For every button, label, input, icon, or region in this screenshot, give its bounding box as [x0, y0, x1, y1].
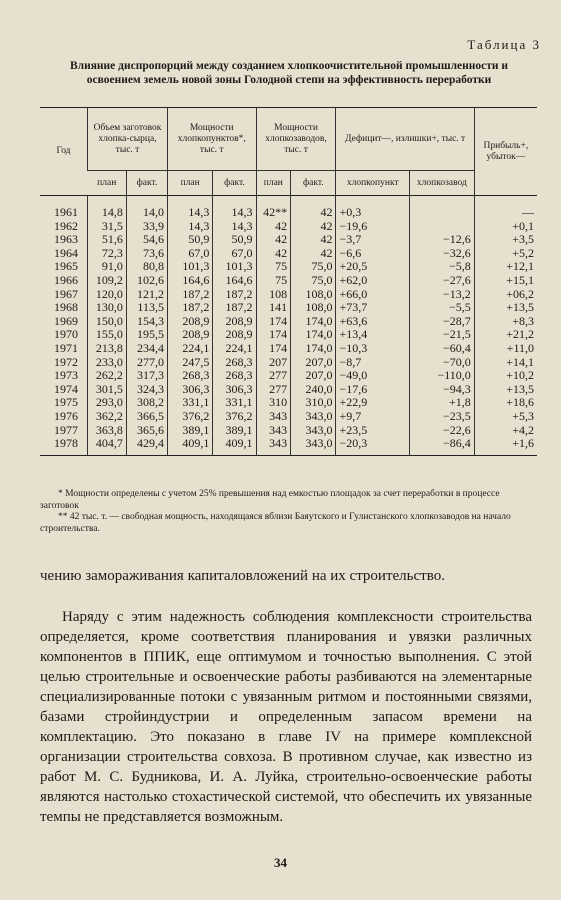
table-cell: 91,0 — [88, 260, 127, 274]
table-cell: 366,5 — [126, 410, 167, 424]
table-cell: 174,0 — [291, 342, 336, 356]
table-cell: 1978 — [54, 436, 78, 451]
table-cell: 130,0 — [88, 301, 127, 315]
table-cell: +66,0 — [336, 288, 409, 302]
table-cell: 409,1 — [213, 437, 256, 455]
table-cell: +21,2 — [474, 328, 537, 342]
header-capacity-plants: Мощности хлопкозаводов, тыс. т — [256, 108, 336, 171]
table-cell: 343,0 — [291, 424, 336, 438]
table-cell: 14,3 — [213, 220, 256, 234]
table-cell: 301,5 — [88, 383, 127, 397]
header-fact: факт. — [126, 171, 167, 196]
table-caption: Влияние диспропорций между созданием хлопкоочистительной промышленности и освоением земель новой зоны Голодной степи на эффективность переработки — [69, 60, 509, 86]
table-cell: 187,2 — [213, 288, 256, 302]
table-cell: 1965 — [54, 259, 78, 274]
table-cell: 108 — [256, 288, 291, 302]
table-cell: 208,9 — [213, 328, 256, 342]
table-cell: +13,4 — [336, 328, 409, 342]
table-cell: 208,9 — [167, 328, 212, 342]
table-cell: 389,1 — [213, 424, 256, 438]
table-cell: 1975 — [54, 395, 78, 410]
table-cell: 317,3 — [126, 369, 167, 383]
table-cell: −19,6 — [336, 220, 409, 234]
header-deficit: Дефицит—, излишки+, тыс. т — [336, 108, 474, 171]
table-row — [40, 220, 537, 234]
table-cell: 1962 — [54, 218, 78, 233]
table-cell: 362,2 — [88, 410, 127, 424]
table-cell: +9,7 — [336, 410, 409, 424]
table-cell: +18,6 — [474, 396, 537, 410]
table-cell: 268,3 — [167, 369, 212, 383]
table-cell: 343,0 — [291, 410, 336, 424]
header-capacity-points: Мощности хлопкопунктов*, тыс. т — [167, 108, 256, 171]
table-cell: −49,0 — [336, 369, 409, 383]
table-cell: 109,2 — [88, 274, 127, 288]
table-cell: −5,5 — [409, 301, 474, 315]
table-cell: 247,5 — [167, 356, 212, 370]
table-cell: 310,0 — [291, 396, 336, 410]
table-cell: −17,6 — [336, 383, 409, 397]
table-cell: 14,3 — [167, 220, 212, 234]
table-cell: −21,5 — [409, 328, 474, 342]
table-cell: 14,8 — [88, 196, 127, 220]
table-cell: 72,3 — [88, 247, 127, 261]
table-cell: 120,0 — [88, 288, 127, 302]
table-row — [40, 383, 537, 397]
table-cell: 429,4 — [126, 437, 167, 455]
table-cell: 14,3 — [167, 196, 212, 220]
table-cell: 174,0 — [291, 315, 336, 329]
table-cell: 42 — [291, 196, 336, 220]
table-cell: 310 — [256, 396, 291, 410]
header-plan: план — [167, 171, 212, 196]
table-cell: 164,6 — [167, 274, 212, 288]
table-cell: −110,0 — [409, 369, 474, 383]
table-cell: +0,3 — [336, 196, 409, 220]
header-plan: план — [88, 171, 127, 196]
table-cell: 174 — [256, 328, 291, 342]
table-cell: 42 — [291, 220, 336, 234]
data-table — [40, 107, 537, 456]
table-cell: 42 — [291, 233, 336, 247]
header-volume: Объем заготовок хлопка-сырца, тыс. т — [88, 108, 168, 171]
table-cell: 1967 — [54, 286, 78, 301]
table-cell: 343,0 — [291, 437, 336, 455]
table-cell: 365,6 — [126, 424, 167, 438]
table-cell: +13,5 — [474, 301, 537, 315]
table-cell: 306,3 — [213, 383, 256, 397]
table-cell: 207 — [256, 356, 291, 370]
header-fact: факт. — [291, 171, 336, 196]
table-label: Таблица 3 — [467, 37, 541, 52]
table-cell: 108,0 — [291, 301, 336, 315]
table-cell: −94,3 — [409, 383, 474, 397]
table-cell: −8,7 — [336, 356, 409, 370]
table-cell: 80,8 — [126, 260, 167, 274]
table-cell: +22,9 — [336, 396, 409, 410]
table-cell: 268,3 — [213, 369, 256, 383]
table-cell: 102,6 — [126, 274, 167, 288]
table-cell: 376,2 — [213, 410, 256, 424]
table-cell: 389,1 — [167, 424, 212, 438]
table-cell: 268,3 — [213, 356, 256, 370]
table-row — [40, 356, 537, 370]
table-cell: 67,0 — [213, 247, 256, 261]
table-cell: 31,5 — [88, 220, 127, 234]
table-cell: −13,2 — [409, 288, 474, 302]
table-cell: +3,5 — [474, 233, 537, 247]
table-cell: 208,9 — [167, 315, 212, 329]
footnote-2: ** 42 тыс. т. — свободная мощность, находящаяся вблизи Баяутского и Гулистанского хлопкозаводов на начало строительства. — [40, 512, 511, 534]
table-cell: +15,1 — [474, 274, 537, 288]
page-number: 34 — [274, 855, 287, 870]
table-cell: −60,4 — [409, 342, 474, 356]
table-row — [40, 396, 537, 410]
table-cell: 1968 — [54, 300, 78, 315]
table-cell: −20,3 — [336, 437, 409, 455]
table-cell: 224,1 — [167, 342, 212, 356]
table-cell: 1963 — [54, 232, 78, 247]
table-cell: 1976 — [54, 408, 78, 423]
table-cell: 376,2 — [167, 410, 212, 424]
table-cell: 42 — [256, 233, 291, 247]
table-cell: 121,2 — [126, 288, 167, 302]
table-cell: 187,2 — [213, 301, 256, 315]
table-cell: +14,1 — [474, 356, 537, 370]
table-cell: 277,0 — [126, 356, 167, 370]
table-cell: 101,3 — [167, 260, 212, 274]
header-year: Год — [56, 146, 71, 156]
table-cell: +06,2 — [474, 288, 537, 302]
table-cell: 42 — [291, 247, 336, 261]
table-cell: +5,3 — [474, 410, 537, 424]
table-row — [40, 424, 537, 438]
table-cell: 224,1 — [213, 342, 256, 356]
header-fact: факт. — [213, 171, 256, 196]
table-cell: −5,8 — [409, 260, 474, 274]
table-cell: 277 — [256, 383, 291, 397]
table-row — [40, 233, 537, 247]
table-row — [40, 247, 537, 261]
table-cell — [409, 220, 474, 234]
table-cell: 174 — [256, 342, 291, 356]
table-cell: +8,3 — [474, 315, 537, 329]
table-cell: 174 — [256, 315, 291, 329]
table-cell: 141 — [256, 301, 291, 315]
table-cell: 187,2 — [167, 288, 212, 302]
table-cell: +23,5 — [336, 424, 409, 438]
table-cell: +1,6 — [474, 437, 537, 455]
table-cell: 213,8 — [88, 342, 127, 356]
table-cell: 75,0 — [291, 274, 336, 288]
table-cell: +12,1 — [474, 260, 537, 274]
table-cell: 343 — [256, 410, 291, 424]
table-cell: 409,1 — [167, 437, 212, 455]
table-cell: 42 — [256, 220, 291, 234]
table-cell: +62,0 — [336, 274, 409, 288]
table-cell: 73,6 — [126, 247, 167, 261]
table-cell: 324,3 — [126, 383, 167, 397]
table-row — [40, 260, 537, 274]
table-cell: −3,7 — [336, 233, 409, 247]
table-cell: 101,3 — [213, 260, 256, 274]
table-cell: 306,3 — [167, 383, 212, 397]
table-cell: 154,3 — [126, 315, 167, 329]
table-cell: 75 — [256, 260, 291, 274]
header-point: хлопкопункт — [336, 171, 409, 196]
paragraph-1: чению замораживания капиталовложений на их строительство. — [40, 568, 445, 584]
table-cell: 1964 — [54, 245, 78, 260]
table-cell: 155,0 — [88, 328, 127, 342]
table-cell: 277 — [256, 369, 291, 383]
table-body — [40, 196, 537, 456]
table-cell: 1973 — [54, 368, 78, 383]
header-plan: план — [256, 171, 291, 196]
table-cell: 187,2 — [167, 301, 212, 315]
table-cell: 207,0 — [291, 369, 336, 383]
table-cell: +0,1 — [474, 220, 537, 234]
table-cell: 404,7 — [88, 437, 127, 455]
table-cell: 54,6 — [126, 233, 167, 247]
footnote-1: * Мощности определены с учетом 25% превышения над емкостью площадок за счет переработки в процессе заготовок — [40, 489, 500, 511]
table-cell: +4,2 — [474, 424, 537, 438]
table-row — [40, 369, 537, 383]
table-row — [40, 342, 537, 356]
table-cell: 233,0 — [88, 356, 127, 370]
header-profit: Прибыль+, убыток— — [474, 108, 537, 196]
table-cell: 208,9 — [213, 315, 256, 329]
table-cell: +11,0 — [474, 342, 537, 356]
table-cell: 363,8 — [88, 424, 127, 438]
table-cell: 33,9 — [126, 220, 167, 234]
table-cell: 331,1 — [213, 396, 256, 410]
table-cell: 67,0 — [167, 247, 212, 261]
table-cell: 343 — [256, 437, 291, 455]
table-cell: 51,6 — [88, 233, 127, 247]
table-cell: 1974 — [54, 381, 78, 396]
table-cell: 164,6 — [213, 274, 256, 288]
table-cell: 234,4 — [126, 342, 167, 356]
table-cell: +10,2 — [474, 369, 537, 383]
table-row — [40, 288, 537, 302]
table-cell: 42 — [256, 247, 291, 261]
table-cell: −32,6 — [409, 247, 474, 261]
table-cell: −27,6 — [409, 274, 474, 288]
table-cell: 50,9 — [213, 233, 256, 247]
table-cell: 42** — [256, 196, 291, 220]
table-cell: 1961 — [54, 205, 78, 219]
table-cell: 195,5 — [126, 328, 167, 342]
table-cell: 174,0 — [291, 328, 336, 342]
table-cell: 1969 — [54, 313, 78, 328]
table-cell: 50,9 — [167, 233, 212, 247]
table-cell: 1972 — [54, 354, 78, 369]
table-row — [40, 196, 537, 220]
table-cell: −23,5 — [409, 410, 474, 424]
table-cell: 108,0 — [291, 288, 336, 302]
table-cell: −28,7 — [409, 315, 474, 329]
table-cell: 207,0 — [291, 356, 336, 370]
table-cell: +13,5 — [474, 383, 537, 397]
table-row — [40, 410, 537, 424]
table-cell: 1971 — [54, 340, 78, 355]
table-cell: +73,7 — [336, 301, 409, 315]
table-cell: 75,0 — [291, 260, 336, 274]
table-cell: −10,3 — [336, 342, 409, 356]
table-cell: +20,5 — [336, 260, 409, 274]
table-row — [40, 328, 537, 342]
table-cell: 308,2 — [126, 396, 167, 410]
table-cell: 1970 — [54, 327, 78, 342]
table-cell: 262,2 — [88, 369, 127, 383]
table-row — [40, 301, 537, 315]
table-cell: −86,4 — [409, 437, 474, 455]
table-cell: −6,6 — [336, 247, 409, 261]
table-cell: 1977 — [54, 422, 78, 437]
table-cell: 240,0 — [291, 383, 336, 397]
paragraph-2: Наряду с этим надежность соблюдения комплексности строительства определяется, кроме соответствия планирования и увязки различных компонентов в ППИК, еще оптимумом и точностью выполнения. С этой целью строительные и освоенческие работы разбиваются на элементарные специализированные потоки с увязанным ритмом и постоянными связями, базами стройиндустрии и определенным запасом времени на комплектацию. Это показано в главе IV на примере комплексной организации строительства совхоза. В противном случае, как известно из работ М. С. Будникова, И. А. Луйка, строительно-освоенческие работы являются настолько стохастической системой, что обеспечить их увязанные темпы не представляется возможным. — [40, 609, 532, 825]
table-cell: +5,2 — [474, 247, 537, 261]
table-cell: 343 — [256, 424, 291, 438]
table-cell: 1966 — [54, 272, 78, 287]
table-cell: −12,6 — [409, 233, 474, 247]
table-cell: 331,1 — [167, 396, 212, 410]
table-row — [40, 274, 537, 288]
table-cell: −22,6 — [409, 424, 474, 438]
table-row — [40, 315, 537, 329]
table-cell: 14,3 — [213, 196, 256, 220]
table-row — [40, 437, 537, 455]
table-cell: 14,0 — [126, 196, 167, 220]
table-cell: 113,5 — [126, 301, 167, 315]
table-cell: −70,0 — [409, 356, 474, 370]
table-cell: — — [474, 196, 537, 220]
table-cell: +63,6 — [336, 315, 409, 329]
table-cell: +1,8 — [409, 396, 474, 410]
table-cell: 293,0 — [88, 396, 127, 410]
header-plant: хлопкозавод — [409, 171, 474, 196]
table-cell: 75 — [256, 274, 291, 288]
table-cell: 150,0 — [88, 315, 127, 329]
table-cell — [409, 196, 474, 220]
